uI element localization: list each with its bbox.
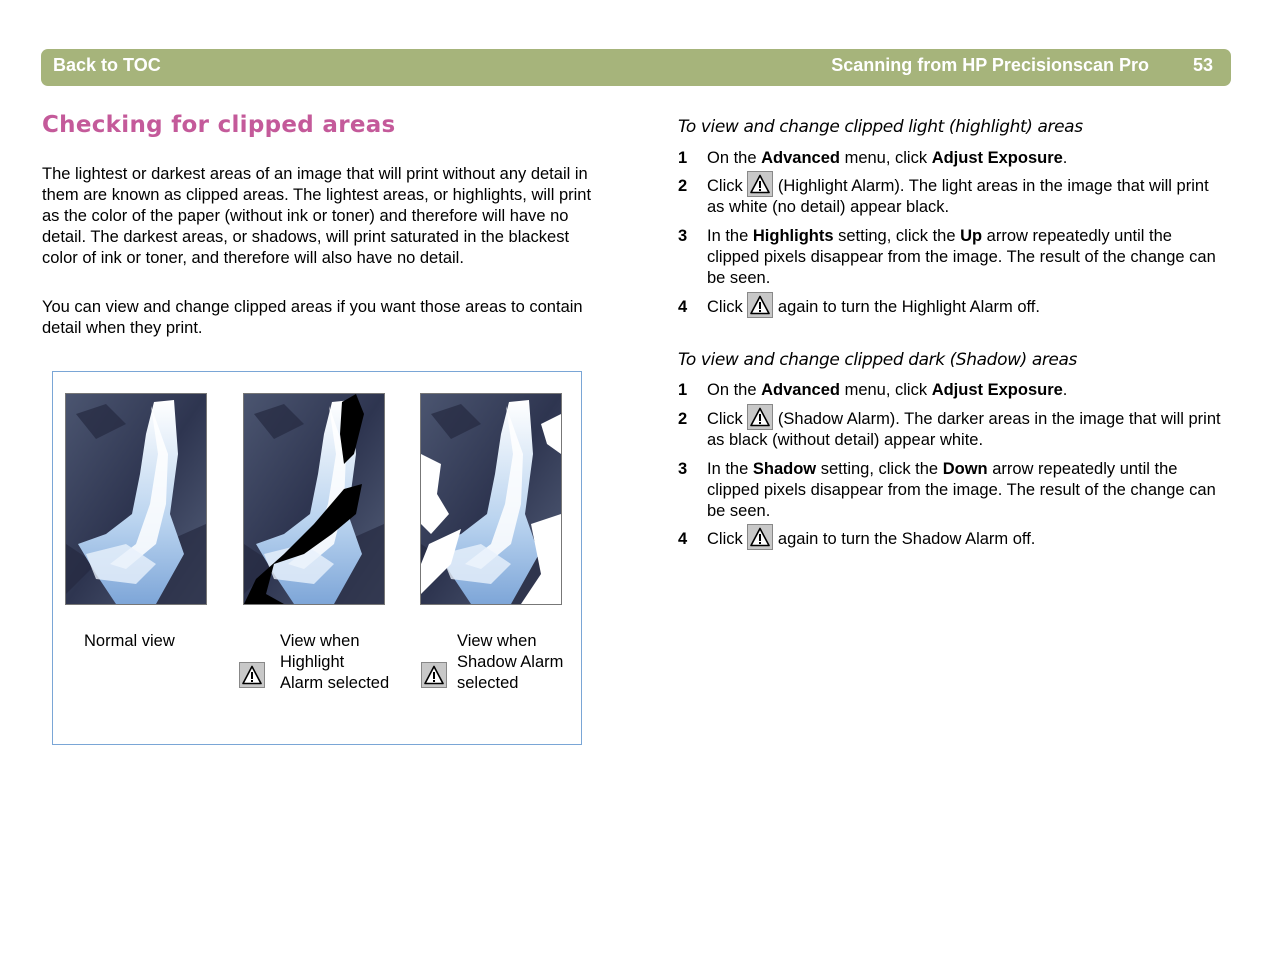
normal-view-image [65,393,207,605]
step-text: setting, click the [833,227,961,245]
step-text: In the [707,227,753,245]
step-text: (Shadow Alarm). The darker areas in the image that will print as black (without detail) appear white. [707,410,1221,449]
back-to-toc-link[interactable]: Back to TOC [53,55,161,75]
shadow-view-caption: View when Shadow Alarm selected [457,632,564,692]
clipped-areas-paragraph: You can view and change clipped areas if you want those areas to contain detail when they print. [42,298,583,337]
step-number: 1 [678,149,688,167]
step-text: menu, click [839,149,932,167]
clipping-figure [52,371,582,745]
page-number: 53 [1192,55,1213,75]
step-number: 3 [678,227,688,245]
command-name: Adjust Exposure [931,381,1063,399]
highlight-alarm-icon [747,171,773,197]
shadow-alarm-icon [747,524,773,550]
shadow-section-heading: To view and change clipped dark (Shadow) areas [678,350,1077,370]
shadow-alarm-image [420,393,562,605]
warning-icon [421,662,447,688]
step-text: (Highlight Alarm). The light areas in the image that will print as white (no detail) appear black. [707,177,1209,216]
menu-name: Advanced [761,149,840,167]
step-item [678,380,1228,401]
step-text: menu, click [839,381,932,399]
step-text: . [1062,149,1068,167]
highlight-alarm-image [243,393,385,605]
step-text: On the [707,381,762,399]
menu-name: Advanced [761,381,840,399]
warning-icon [239,662,265,688]
arrow-name: Up [960,227,983,245]
shadow-alarm-icon [747,404,773,430]
command-name: Adjust Exposure [931,149,1063,167]
step-item [678,409,1228,451]
page-title: Checking for clipped areas [42,112,396,138]
step-number: 2 [678,177,688,195]
highlight-section-heading: To view and change clipped light (highlight) areas [678,117,1083,137]
step-number: 4 [678,298,688,316]
step-item [678,226,1228,289]
step-text: Click [707,177,748,195]
step-number: 2 [678,410,688,428]
step-text: On the [707,149,762,167]
step-text: arrow repeatedly until the clipped pixels disappear from the image. The result of the change can be seen. [707,227,1216,287]
step-text: Click [707,298,748,316]
step-item [678,297,1228,318]
step-item [678,148,1228,169]
chapter-title: Scanning from HP Precisionscan Pro [831,55,1149,75]
step-number: 1 [678,381,688,399]
step-number: 4 [678,530,688,548]
step-item [678,529,1228,550]
intro-paragraph: The lightest or darkest areas of an image that will print without any detail in them are known as clipped areas. The lightest areas, or highlights, will print as the color of the paper (without ink or toner) and therefore will have no detail. The darkest areas, or shadows, will print saturated in the blackest color of ink or toner, and therefore will also have no detail. [42,165,592,267]
step-text: setting, click the [816,460,943,478]
step-text: . [1062,381,1068,399]
setting-name: Highlights [752,227,834,245]
header-bar [41,49,1231,86]
step-item [678,176,1228,218]
setting-name: Shadow [752,460,817,478]
normal-view-caption: Normal view [84,632,175,650]
step-item [678,459,1228,522]
arrow-name: Down [942,460,988,478]
step-text: again to turn the Highlight Alarm off. [773,298,1040,316]
step-text: Click [707,410,748,428]
step-text: again to turn the Shadow Alarm off. [773,530,1036,548]
step-number: 3 [678,460,688,478]
highlight-alarm-icon [747,292,773,318]
step-text: Click [707,530,748,548]
step-text: In the [707,460,753,478]
highlight-view-caption: View when Highlight Alarm selected [280,632,390,692]
step-text: arrow repeatedly until the clipped pixels disappear from the image. The result of the change can be seen. [707,460,1216,520]
